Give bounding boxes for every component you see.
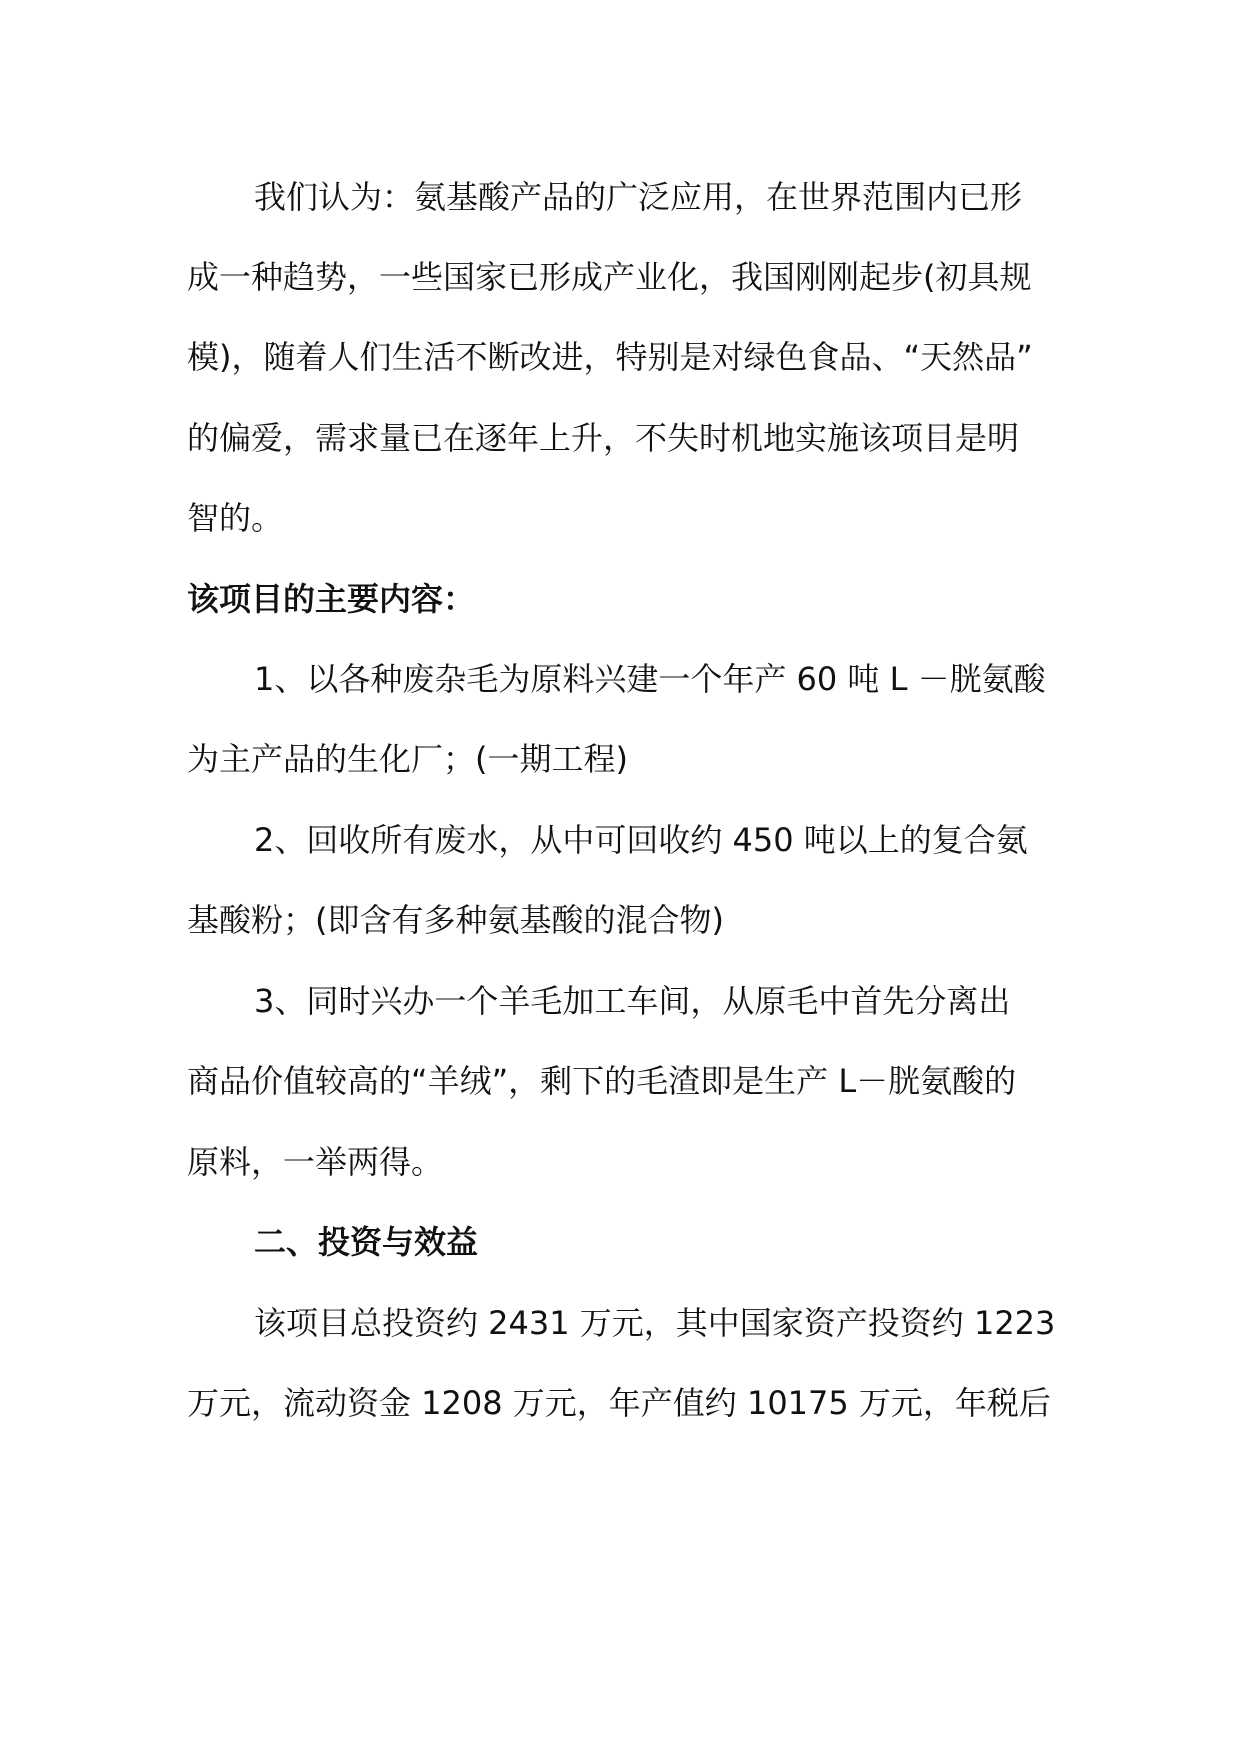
- list-item-line: 基酸粉；(即含有多种氨基酸的混合物): [187, 901, 724, 939]
- list-item-line: 原料，一举两得。: [187, 1143, 444, 1181]
- section-heading: 该项目的主要内容：: [187, 580, 476, 618]
- paragraph-line: 万元，流动资金 1208 万元，年产值约 10175 万元，年税后: [187, 1384, 1051, 1422]
- paragraph-line: 成一种趋势，一些国家已形成产业化，我国刚刚起步(初具规: [187, 258, 1032, 296]
- list-item-line: 2、回收所有废水，从中可回收约 450 吨以上的复合氨: [254, 821, 1028, 859]
- list-item-line: 1、以各种废杂毛为原料兴建一个年产 60 吨 L －胱氨酸: [254, 660, 1046, 698]
- paragraph-line: 模)，随着人们生活不断改进，特别是对绿色食品、“天然品”: [187, 338, 1033, 376]
- paragraph-line: 的偏爱，需求量已在逐年上升，不失时机地实施该项目是明: [187, 419, 1020, 457]
- list-item-line: 为主产品的生化厂；(一期工程): [187, 740, 628, 778]
- chapter-heading: 二、投资与效益: [254, 1223, 479, 1261]
- paragraph-line: 该项目总投资约 2431 万元，其中国家资产投资约 1223: [254, 1304, 1056, 1342]
- list-item-line: 商品价值较高的“羊绒”，剩下的毛渣即是生产 L－胱氨酸的: [187, 1062, 1017, 1100]
- paragraph-line: 智的。: [187, 499, 284, 537]
- list-item-line: 3、同时兴办一个羊毛加工车间，从原毛中首先分离出: [254, 982, 1011, 1020]
- paragraph-line: 我们认为：氨基酸产品的广泛应用，在世界范围内已形: [254, 178, 1023, 216]
